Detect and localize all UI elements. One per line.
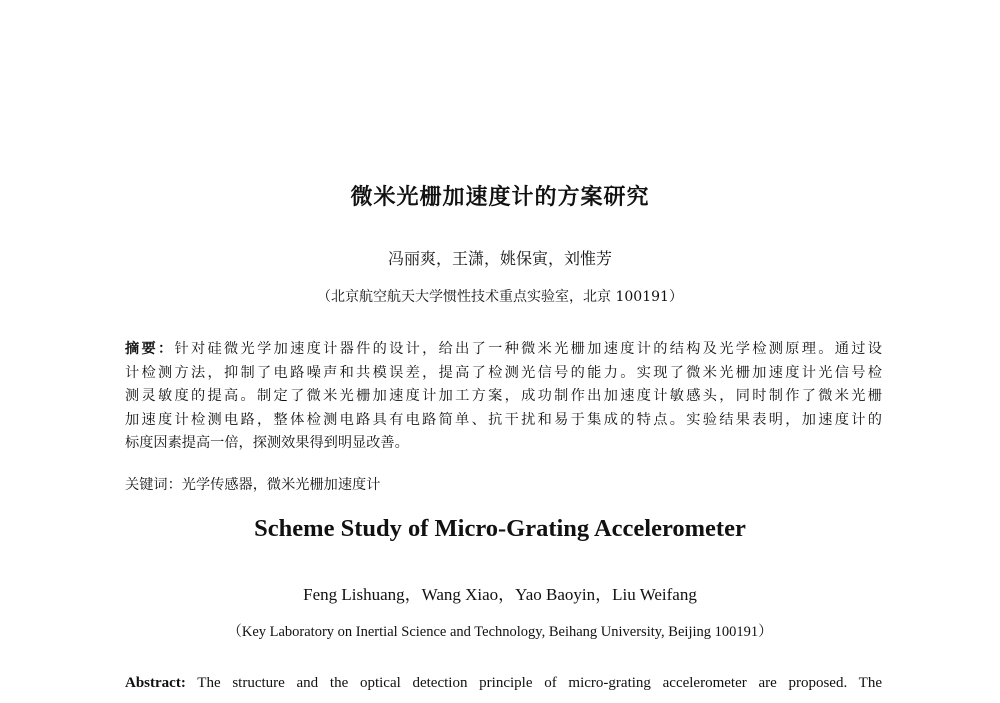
authors-en: Feng Lishuang，Wang Xiao，Yao Baoyin，Liu Weifang <box>303 585 697 604</box>
abstract-cn-line: 标度因素提高一倍，探测效果得到明显改善。 <box>125 435 409 452</box>
abstract-cn <box>125 338 882 456</box>
abstract-en <box>125 672 882 694</box>
keywords-cn-text: 光学传感器，微米光栅加速度计 <box>181 477 381 493</box>
affiliation-en: （Key Laboratory on Inertial Science and Technology, Beihang University, Beijing 100191） <box>227 624 773 640</box>
abstract-cn-line-text: 针对硅微光学加速度计器件的设计，给出了一种微米光栅加速度计的结构及光学检测原理。通过设 <box>174 341 882 357</box>
abstract-en-text: The structure and the optical detection principle of micro-grating accelerometer are proposed. The <box>197 675 882 691</box>
authors-cn: 冯丽爽，王潇，姚保寅，刘惟芳 <box>387 249 612 268</box>
abstract-cn-label: 摘要： <box>125 341 175 357</box>
keywords-cn <box>125 474 380 494</box>
keywords-cn-label: 关键词： <box>125 477 182 493</box>
abstract-en-label: Abstract: <box>125 675 186 691</box>
paper-title-en: Scheme Study of Micro-Grating Accelerometer <box>254 515 746 542</box>
abstract-cn-line: 加速度计检测电路，整体检测电路具有电路简单、抗干扰和易于集成的特点。实验结果表明，加速度计的 <box>125 411 882 428</box>
affiliation-cn: （北京航空航天大学惯性技术重点实验室，北京 100191） <box>317 289 683 305</box>
abstract-cn-line: 测灵敏度的提高。制定了微米光栅加速度计加工方案，成功制作出加速度计敏感头，同时制作了微米光栅 <box>125 388 882 405</box>
abstract-cn-line <box>125 338 882 362</box>
abstract-cn-line: 计检测方法，抑制了电路噪声和共模误差，提高了检测光信号的能力。实现了微米光栅加速度计光信号检 <box>125 364 882 381</box>
paper-title-cn: 微米光栅加速度计的方案研究 <box>350 184 650 210</box>
